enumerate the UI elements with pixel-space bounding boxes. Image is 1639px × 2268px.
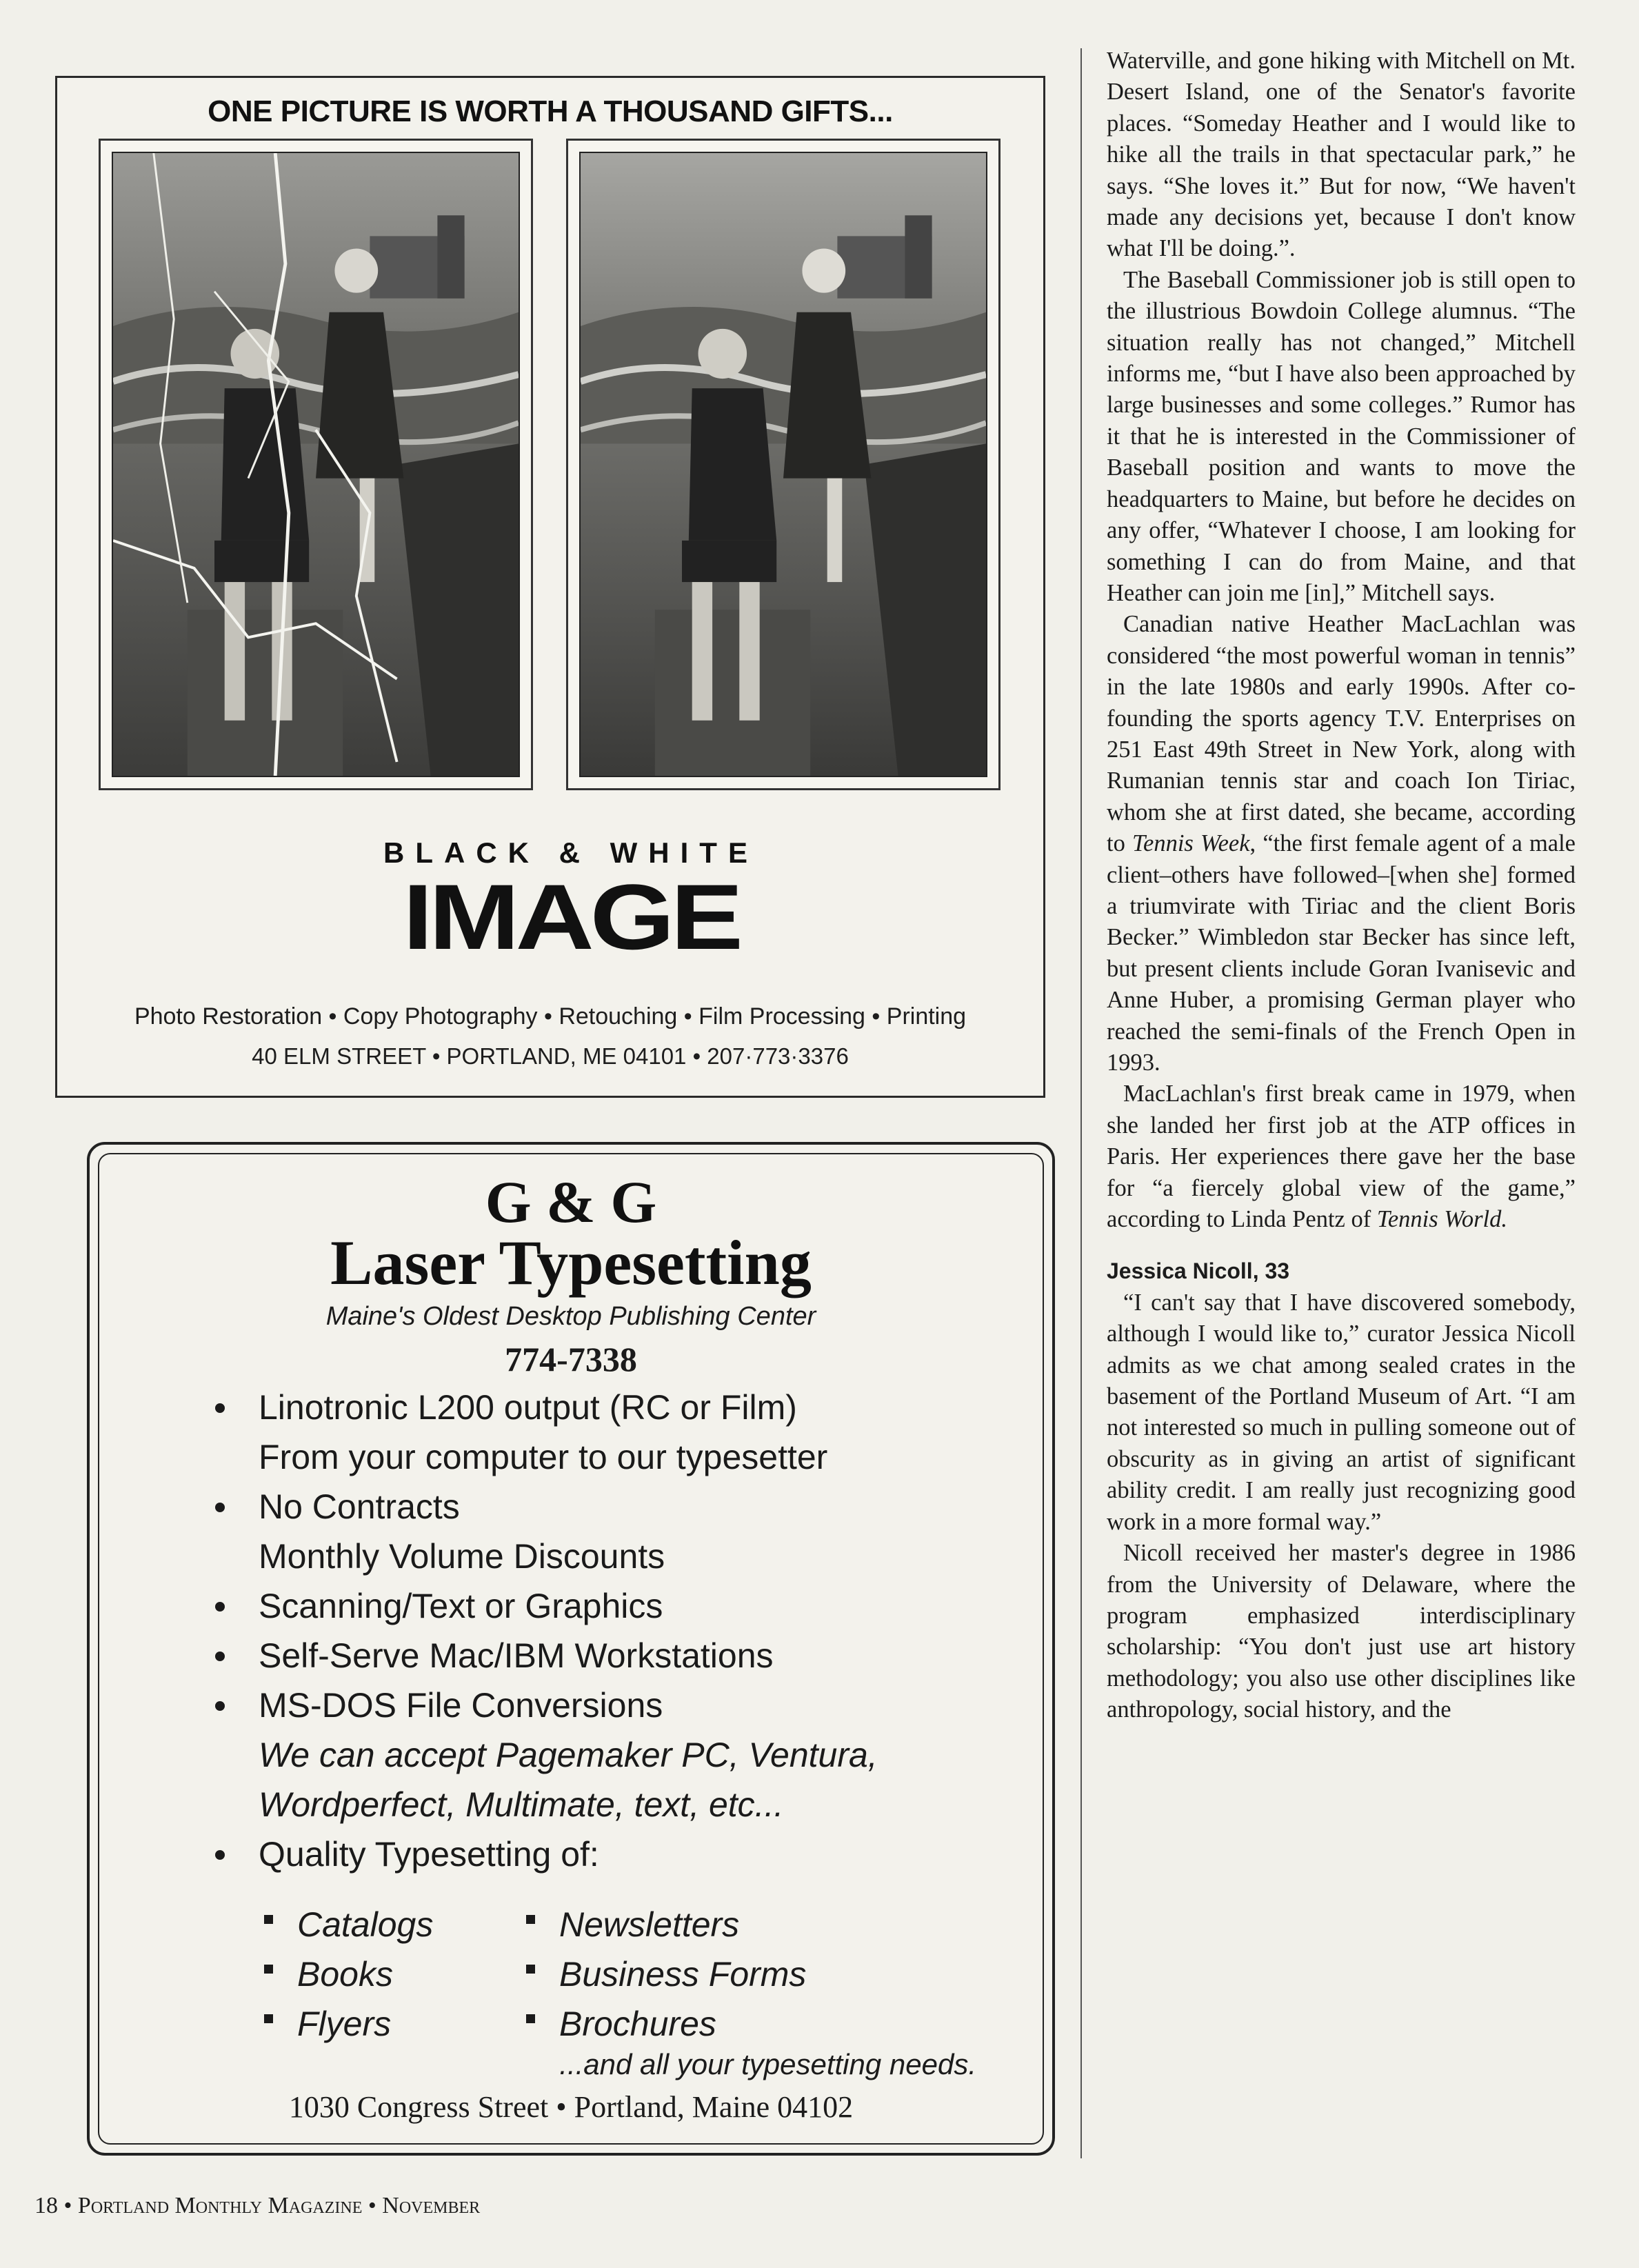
list-item	[207, 1581, 1000, 1631]
after-photo-frame	[566, 139, 1001, 790]
type-item: Flyers	[264, 1999, 391, 2049]
paragraph	[1107, 609, 1576, 1078]
damaged-vintage-photo	[112, 152, 520, 777]
type-item: Books	[264, 1949, 393, 1999]
feature-detail: We can accept Pagemaker PC, Ventura,	[259, 1736, 878, 1774]
feature-main: Self-Serve Mac/IBM Workstations	[259, 1636, 774, 1675]
type-item: Catalogs	[264, 1900, 433, 1949]
feature-main: Linotronic L200 output (RC or Film)	[259, 1388, 797, 1427]
paragraph-text: , “the first female agent of a male client–others have followed–[when she] formed a triumvirate with Tiriac and the client Boris Becker.” Wimbledon star Becker has since left, but present clients include Goran Ivanisevic and Anne Huber, a promising German player who reached the semi-finals of the French Open in 1993.	[1107, 830, 1576, 1076]
ad-headline: ONE PICTURE IS WORTH A THOUSAND GIFTS...	[208, 94, 893, 128]
list-item	[207, 1383, 1000, 1482]
paragraph: The Baseball Commissioner job is still open to the illustrious Bowdoin College alumnus. “The situation really has not changed,” Mitchell informs me, “but I have also been approached by large businesses and some colleges.” Rumor has it that he is interested in the Commissioner of Baseball position and wants to move the headquarters to Maine, but before he decides on any offer, “Whatever I choose, I am looking for something I can do from Maine, and that Heather can join me [in],” Mitchell says.	[1107, 266, 1576, 606]
services-list: Photo Restoration • Copy Photography • Retouching • Film Processing • Printing	[134, 1003, 967, 1030]
feature-main: Scanning/Text or Graphics	[259, 1587, 663, 1625]
list-item	[207, 1631, 1000, 1680]
before-photo-frame	[99, 139, 533, 790]
restored-vintage-photo	[579, 152, 987, 777]
phone-number: 774-7338	[505, 1340, 637, 1378]
page-footer: 18 • Portland Monthly Magazine • November	[34, 2193, 481, 2218]
publication-name: Tennis Week	[1132, 830, 1250, 857]
paragraph: Waterville, and gone hiking with Mitchell on Mt. Desert Island, one of the Senator's favorite places. “Someday Heather and I would like to hike all the trails in that spectacular park,” he says. “She loves it.” But for now, “We haven't made any decisions yet, because I don't know what I'll be doing.”.	[1107, 48, 1576, 262]
list-item	[207, 1680, 1000, 1829]
feature-main: MS-DOS File Conversions	[259, 1686, 663, 1725]
publication-name: Tennis World.	[1376, 1206, 1508, 1233]
type-item: Brochures	[526, 1999, 716, 2049]
feature-main: Quality Typesetting of:	[259, 1835, 599, 1874]
ad-subtitle: Laser Typesetting	[330, 1227, 812, 1298]
paragraph	[1107, 1078, 1576, 1235]
type-item: Business Forms	[526, 1949, 806, 1999]
feature-list	[207, 1383, 1000, 1879]
type-item: Newsletters	[526, 1900, 739, 1949]
business-address: 1030 Congress Street • Portland, Maine 04102	[288, 2090, 854, 2124]
ad-tagline: Maine's Oldest Desktop Publishing Center	[325, 1302, 816, 1331]
paragraph-text: Canadian native Heather MacLachlan was considered “the most powerful woman in tennis” in the late 1980s and early 1990s. After co-founding the sports agency T.V. Enterprises on 251 East 49th Street in New York, along with Rumanian tennis star and coach Ion Tiriac, whom she at first dated, she became, according to	[1107, 611, 1576, 857]
paragraph-text: MacLachlan's first break came in 1979, when she landed her first job at the ATP offices in Paris. Her experiences there gave her the base for “a fiercely global view of the game,” according to Linda Pentz of	[1107, 1081, 1576, 1233]
feature-detail: Monthly Volume Discounts	[259, 1537, 665, 1576]
paragraph: “I can't say that I have discovered somebody, although I would like to,” curator Jessica Nicoll admits as we chat among sealed crates in the basement of the Portland Museum of Art. “I am not interested so much in pulling someone out of obscurity as in giving an artist of significant ability credit. I am really just recognizing good work in a more formal way.”	[1107, 1289, 1576, 1535]
brand-logo-text: IMAGE	[403, 865, 739, 969]
feature-detail: From your computer to our typesetter	[259, 1438, 828, 1476]
brand-tagline: BLACK & WHITE	[383, 836, 758, 869]
gg-laser-typesetting-ad	[87, 1142, 1055, 2156]
column-divider	[1080, 48, 1082, 2158]
list-item	[207, 1482, 1000, 1581]
list-item	[207, 1829, 1000, 1879]
feature-detail: Wordperfect, Multimate, text, etc...	[259, 1785, 784, 1824]
article-column	[1107, 46, 1576, 1726]
business-address: 40 ELM STREET • PORTLAND, ME 04101 • 207·773·3376	[252, 1043, 849, 1069]
feature-main: No Contracts	[259, 1487, 460, 1526]
paragraph: Nicoll received her master's degree in 1986 from the University of Delaware, where the program emphasized interdisciplinary scholarship: “You don't just use art history methodology; you also use other disciplines like anthropology, social history, and the	[1107, 1540, 1576, 1723]
black-white-image-ad	[55, 76, 1045, 1098]
ad-title: G & G	[485, 1169, 657, 1235]
section-heading: Jessica Nicoll, 33	[1107, 1258, 1290, 1284]
closing-line: ...and all your typesetting needs.	[559, 2048, 976, 2080]
